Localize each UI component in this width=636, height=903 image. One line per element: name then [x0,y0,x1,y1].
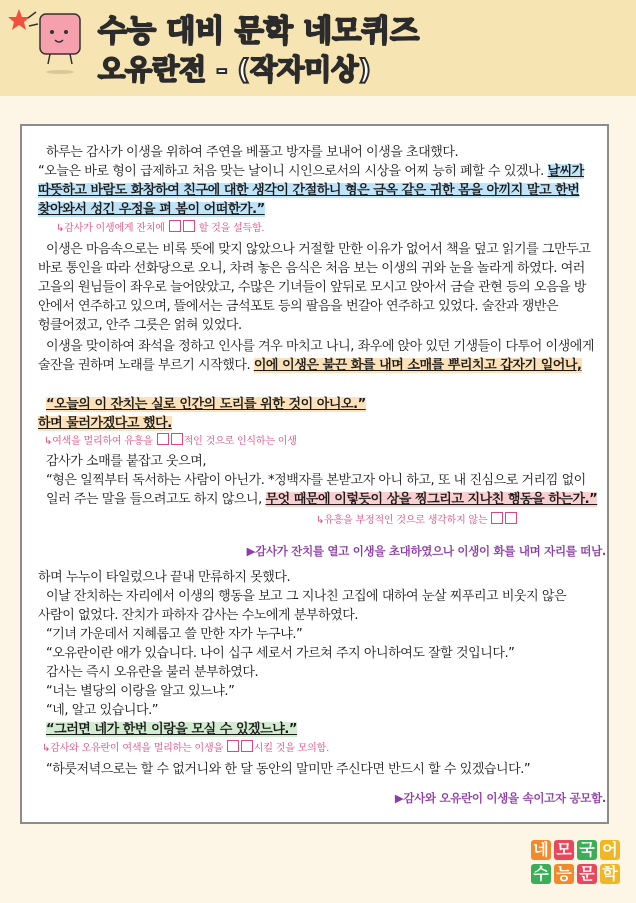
logo-char: 문 [577,864,597,884]
passage-paragraph: 감사는 즉시 오유란을 불러 분부하였다. [46,665,259,680]
passage-paragraph: 이생은 마음속으로는 비록 뜻에 맞지 않았으나 거절할 만한 이유가 없어서 책을 덮고 읽기를 그만두고 바로 통인을 따라 선화당으로 오니, 차려 놓은 음식은 처음 보는 이생의 귀와 눈을 놀라게 하였다. 여러 고을의 원님들이 좌우로 늘어앉았고, 수많은 기녀들이 앞뒤로 모시고 앉아서 금슬 관현 등의 오음을 방 안에서 연주하고 있으며, 뜰에서는 금석포토 등의 팔음을 번갈아 연주하고 있었다. 술잔과 쟁반은 헝클어졌고, 안주 그릇은 얽혀 있었다. [38,242,591,333]
page-title: 수능 대비 문학 네모퀴즈 [98,14,420,49]
logo-char: 능 [554,864,574,884]
logo-char: 수 [531,864,551,884]
passage-paragraph [38,414,600,433]
annotation-note: ↳감사와 오유란이 여색을 멀리하는 이생을 시킬 것을 모의함. [42,739,329,754]
highlight-orange: 하며 물러가겠다고 했다. [38,416,172,431]
passage-paragraph: 감사가 소매를 붙잡고 웃으며, [46,454,207,469]
highlight-orange: “오늘의 이 잔치는 실로 인간의 도리를 위한 것이 아니오.” [46,397,366,412]
blank-box [183,220,195,232]
blank-box [169,220,181,232]
annotation-note: ↳유흥을 부정적인 것으로 생각하지 않는 [316,511,518,526]
passage-quote: “하룻저녁으로는 할 수 없거니와 한 달 동안의 말미만 주신다면 반드시 할 수 있겠습니다.” [46,762,531,777]
passage-paragraph: 하며 누누이 타일렀으나 끝내 만류하지 못했다. [38,570,291,585]
blank-box [227,740,239,752]
header-banner [0,0,636,96]
passage-quote: “형은 일찍부터 독서하는 사람이 아닌가. *정백자를 본받고자 아니 하고, 또 내 진심으로 거리낌 없이 일러 주는 말을 들으려고도 하지 않으니, 무엇 때문에 이렇듯이 상을 찡그리고 지나친 행동을 하는가.” [46,473,598,507]
highlight-green: “그러면 네가 한번 이랑을 모실 수 있겠느냐.” [46,722,297,737]
passage-quote: “네, 알고 있습니다.” [46,703,159,718]
logo-char: 네 [531,840,551,860]
blank-box [241,740,253,752]
mascot-icon [6,4,96,84]
passage-quote: “오유란이란 애가 있습니다. 나이 십구 세로서 가르쳐 주지 아니하여도 잘할 것입니다.” [46,646,515,661]
passage-quote: “기녀 가운데서 지혜롭고 쓸 만한 자가 누구냐.” [46,627,303,642]
annotation-note: ↳감사가 이생에게 잔치에 할 것을 설득함. [56,219,264,234]
blank-box [505,512,517,524]
blank-box [171,433,183,445]
logo-char: 어 [600,840,620,860]
logo-char: 국 [577,840,597,860]
passage-paragraph: 하루는 감사가 이생을 위하여 주연을 베풀고 방자를 보내어 이생을 초대했다. [46,145,459,160]
passage-quote: “너는 별당의 이랑을 알고 있느냐.” [46,684,235,699]
passage-quote [38,720,608,739]
annotation-note: ↳여색을 멀리하여 유흥을 적인 것으로 인식하는 이생 [44,432,297,447]
summary-line: ▶감사와 오유란이 이생을 속이고자 공모함. [394,791,606,805]
summary-line: ▶감사가 잔치를 열고 이생을 초대하였으나 이생이 화를 내며 자리를 떠남. [246,544,606,558]
blank-box [491,512,503,524]
page-subtitle: 오유란전 - (작자미상) [98,53,372,86]
passage-paragraph: 이생을 맞이하여 좌석을 정하고 인사를 겨우 마치고 나니, 좌우에 앉아 있던 기생들이 다투어 이생에게 술잔을 권하며 노래를 부르기 시작했다. 이에 이생은 불끈 화를 내며 소매를 뿌리치고 갑자기 일어나, [38,339,594,373]
brand-logo [531,840,621,888]
blank-box [157,433,169,445]
passage-paragraph: “오늘은 바로 형이 급제하고 처음 맞는 날이니 시인으로서의 시상을 어찌 능히 폐할 수 있겠나. 날씨가 따뜻하고 바람도 화창하여 친구에 대한 생각이 간절하니 형은 금옥 같은 귀한 몸을 아끼지 말고 한번 찾아와서 성긴 우정을 펴 봄이 어떠한가.” [38,164,584,217]
highlight-blue: 날씨가 따뜻하고 바람도 화창하여 친구에 대한 생각이 간절하니 형은 금옥 같은 귀한 몸을 아끼지 말고 한번 찾아와서 성긴 우정을 펴 봄이 어떠한가.” [38,164,584,217]
passage-paragraph: 이날 잔치하는 자리에서 이생의 행동을 보고 그 지나친 고집에 대하여 눈살 찌푸리고 비웃지 않은 사람이 없었다. 잔치가 파하자 감사는 수노에게 분부하였다. [38,589,567,623]
highlight-orange: 이에 이생은 불끈 화를 내며 소매를 뿌리치고 갑자기 일어나, [253,358,582,373]
logo-char: 학 [600,864,620,884]
passage-quote [38,395,608,414]
highlight-red: 무엇 때문에 이렇듯이 상을 찡그리고 지나친 행동을 하는가.” [265,492,598,507]
logo-char: 모 [554,840,574,860]
